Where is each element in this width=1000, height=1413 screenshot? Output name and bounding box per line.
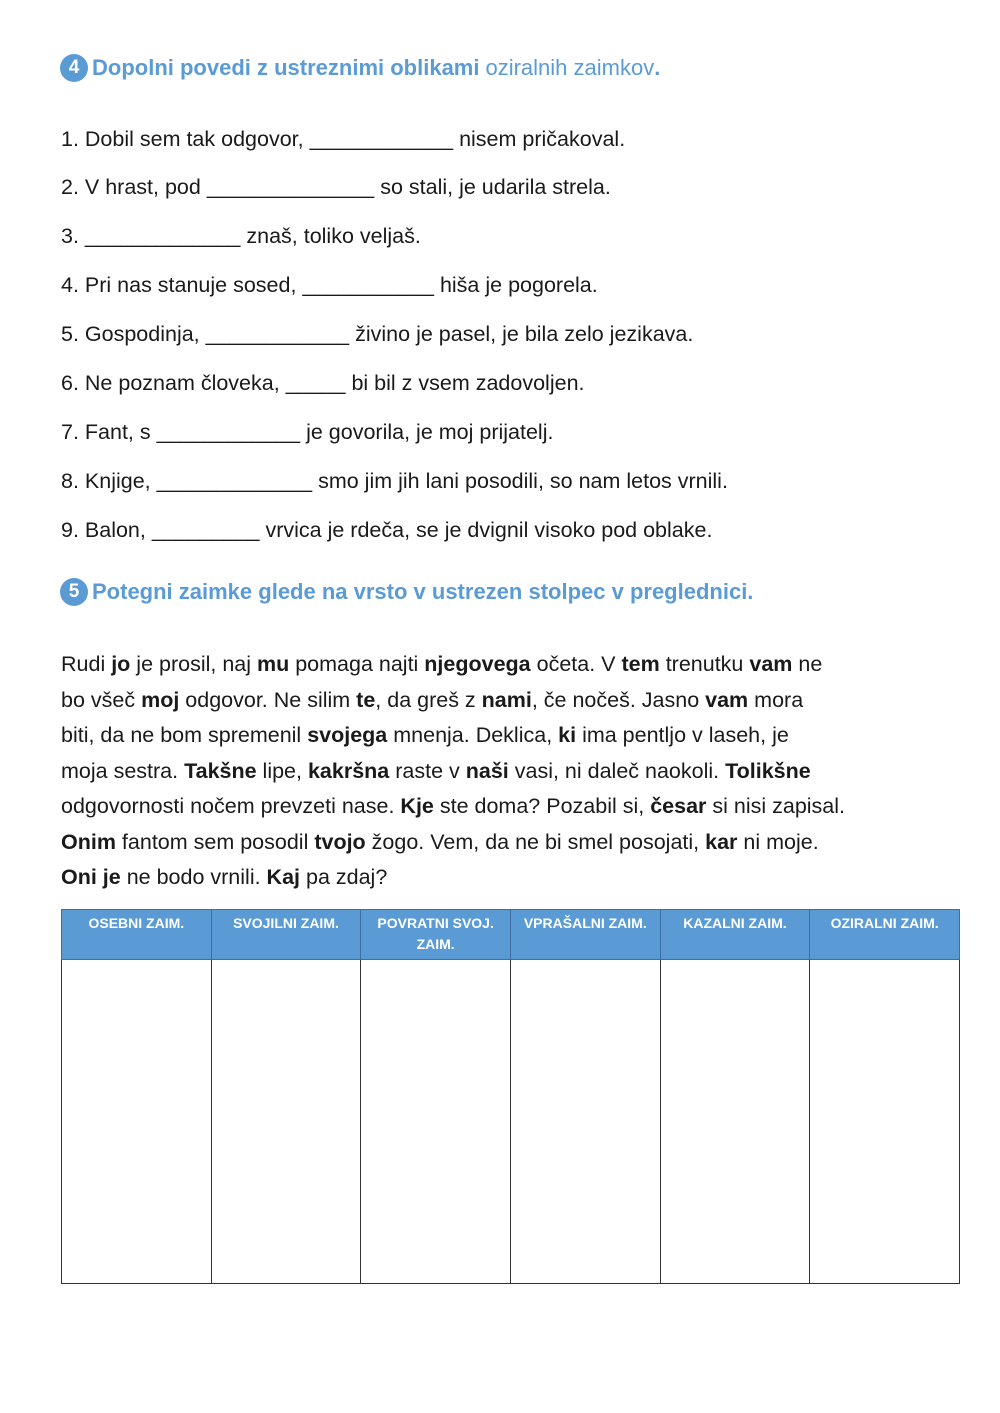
- sentence-text-before: 3.: [61, 224, 79, 248]
- sentence-text-after: hiša je pogorela.: [439, 273, 598, 297]
- paragraph-text: biti, da ne bom spremenil: [61, 723, 308, 747]
- paragraph-text: pa zdaj?: [300, 865, 388, 889]
- drop-zone-osebni[interactable]: [62, 960, 212, 1284]
- column-header-osebni: OSEBNI ZAIM.: [62, 910, 212, 960]
- paragraph-text: trenutku: [659, 652, 750, 676]
- pronoun-word[interactable]: Kaj: [266, 865, 301, 889]
- pronoun-classification-table: [61, 909, 960, 1284]
- sentence-text-after: bi bil z vsem zadovoljen.: [351, 371, 585, 395]
- pronoun-word[interactable]: vam: [705, 687, 749, 712]
- paragraph-text: , če nočeš. Jasno: [531, 687, 706, 712]
- pronoun-word[interactable]: česar: [650, 794, 707, 818]
- pronoun-word[interactable]: Oni je: [61, 865, 121, 889]
- paragraph-text: mnenja. Deklica,: [387, 723, 559, 747]
- sentence-text-before: 7. Fant, s: [61, 420, 151, 444]
- paragraph-text: moja sestra.: [61, 758, 185, 783]
- drop-zone-oziralni[interactable]: [810, 960, 960, 1284]
- sentence-text-before: 4. Pri nas stanuje sosed,: [61, 273, 297, 297]
- sentence-3: [61, 222, 421, 250]
- pronoun-word[interactable]: Onim: [61, 829, 116, 854]
- sentence-6: [61, 369, 585, 397]
- answer-blank[interactable]: ____________: [156, 420, 301, 444]
- sentence-text-after: vrvica je rdeča, se je dvignil visoko pod oblake.: [265, 518, 713, 542]
- pronoun-word[interactable]: svojega: [307, 723, 388, 747]
- paragraph-line: [61, 647, 961, 683]
- sentence-7: [61, 418, 553, 446]
- paragraph-text: si nisi zapisal.: [706, 794, 846, 818]
- column-header-povratni-svojilni: POVRATNI SVOJ. ZAIM.: [361, 910, 511, 960]
- answer-blank[interactable]: ______________: [206, 175, 375, 199]
- paragraph-text: ne bodo vrnili.: [120, 865, 267, 889]
- pronoun-word[interactable]: Tolikšne: [725, 758, 811, 783]
- sentence-1: [61, 125, 625, 153]
- paragraph-line: [61, 789, 961, 825]
- pronoun-word[interactable]: ki: [558, 723, 577, 747]
- answer-blank[interactable]: ____________: [309, 127, 454, 151]
- sentence-text-before: 2. V hrast, pod: [61, 175, 201, 199]
- pronoun-word[interactable]: moj: [141, 687, 180, 712]
- paragraph-line: [61, 860, 961, 896]
- sentence-text-after: je govorila, je moj prijatelj.: [306, 420, 554, 444]
- sentence-text-after: znaš, toliko veljaš.: [246, 224, 421, 248]
- paragraph-text: pomaga najti: [289, 652, 425, 676]
- paragraph-text: fantom sem posodil: [115, 829, 315, 854]
- answer-blank[interactable]: _________: [151, 518, 260, 542]
- pronoun-word[interactable]: kar: [705, 829, 738, 854]
- pronoun-word[interactable]: tem: [621, 652, 660, 676]
- pronoun-word[interactable]: nami: [481, 687, 532, 712]
- drop-zone-kazalni[interactable]: [660, 960, 810, 1284]
- pronoun-word[interactable]: njegovega: [424, 652, 531, 676]
- sentence-text-before: 1. Dobil sem tak odgovor,: [61, 127, 304, 151]
- paragraph-text: raste v: [389, 758, 466, 783]
- sentence-text-before: 5. Gospodinja,: [61, 322, 200, 346]
- number-5-badge: 5: [60, 578, 88, 606]
- drop-zone-povratni-svojilni[interactable]: [361, 960, 511, 1284]
- pronoun-word[interactable]: kakršna: [307, 758, 390, 783]
- paragraph-line: [61, 754, 961, 790]
- pronoun-paragraph: [61, 647, 961, 896]
- answer-blank[interactable]: ____________: [205, 322, 350, 346]
- sentence-4: [61, 271, 598, 299]
- pronoun-word[interactable]: vam: [749, 652, 793, 676]
- sentence-2: [61, 173, 611, 201]
- paragraph-text: vasi, ni daleč naokoli.: [508, 758, 726, 783]
- pronoun-word[interactable]: tvojo: [314, 829, 366, 854]
- section-5-heading: [60, 578, 753, 606]
- paragraph-text: očeta. V: [530, 652, 622, 676]
- drop-zone-svojilni[interactable]: [211, 960, 361, 1284]
- sentence-text-after: nisem pričakoval.: [459, 127, 626, 151]
- section-4-heading: [60, 54, 660, 82]
- section-4-title-normal: oziralnih zaimkov: [485, 55, 655, 80]
- pronoun-word[interactable]: mu: [256, 652, 290, 676]
- sentence-5: [61, 320, 693, 348]
- sentence-9: [61, 516, 712, 544]
- section-4-title-bold: Dopolni povedi z ustreznimi oblikami: [92, 55, 480, 80]
- drop-zone-row: [62, 960, 960, 1284]
- paragraph-line: [61, 825, 961, 861]
- pronoun-word[interactable]: Kje: [400, 794, 434, 818]
- paragraph-line: [61, 683, 961, 719]
- sentence-8: [61, 467, 728, 495]
- answer-blank[interactable]: ___________: [302, 273, 434, 297]
- number-4-badge: 4: [60, 54, 88, 82]
- pronoun-word[interactable]: jo: [111, 652, 131, 676]
- column-header-kazalni: KAZALNI ZAIM.: [660, 910, 810, 960]
- sentence-text-before: 9. Balon,: [61, 518, 146, 542]
- paragraph-text: ima pentljo v laseh, je: [576, 723, 789, 747]
- drop-zone-vprasalni[interactable]: [510, 960, 660, 1284]
- pronoun-word[interactable]: te: [356, 687, 376, 712]
- section-4-title-end: .: [654, 55, 661, 80]
- paragraph-text: , da greš z: [375, 687, 482, 712]
- sentence-text-before: 8. Knjige,: [61, 469, 151, 493]
- paragraph-text: ne: [792, 652, 823, 676]
- pronoun-word[interactable]: Takšne: [184, 758, 257, 783]
- paragraph-text: je prosil, naj: [130, 652, 257, 676]
- answer-blank[interactable]: _____________: [156, 469, 313, 493]
- column-header-oziralni: OZIRALNI ZAIM.: [810, 910, 960, 960]
- sentence-text-after: živino je pasel, je bila zelo jezikava.: [355, 322, 694, 346]
- paragraph-text: ni moje.: [737, 829, 819, 854]
- sentence-text-before: 6. Ne poznam človeka,: [61, 371, 280, 395]
- column-header-svojilni: SVOJILNI ZAIM.: [211, 910, 361, 960]
- answer-blank[interactable]: _____: [285, 371, 346, 395]
- paragraph-text: žogo. Vem, da ne bi smel posojati,: [365, 829, 706, 854]
- paragraph-text: lipe,: [256, 758, 308, 783]
- paragraph-text: ste doma? Pozabil si,: [433, 794, 651, 818]
- column-header-vprasalni: VPRAŠALNI ZAIM.: [510, 910, 660, 960]
- section-5-title: Potegni zaimke glede na vrsto v ustrezen stolpec v preglednici.: [92, 579, 754, 604]
- paragraph-text: bo všeč: [61, 687, 142, 712]
- paragraph-text: odgovor. Ne silim: [179, 687, 357, 712]
- sentence-text-after: smo jim jih lani posodili, so nam letos vrnili.: [318, 469, 728, 493]
- table-header-row: [62, 910, 960, 960]
- pronoun-word[interactable]: naši: [465, 758, 509, 783]
- paragraph-text: mora: [748, 687, 804, 712]
- paragraph-line: [61, 718, 961, 754]
- paragraph-text: Rudi: [61, 652, 112, 676]
- paragraph-text: odgovornosti nočem prevzeti nase.: [61, 794, 401, 818]
- sentence-text-after: so stali, je udarila strela.: [380, 175, 611, 199]
- answer-blank[interactable]: _____________: [84, 224, 241, 248]
